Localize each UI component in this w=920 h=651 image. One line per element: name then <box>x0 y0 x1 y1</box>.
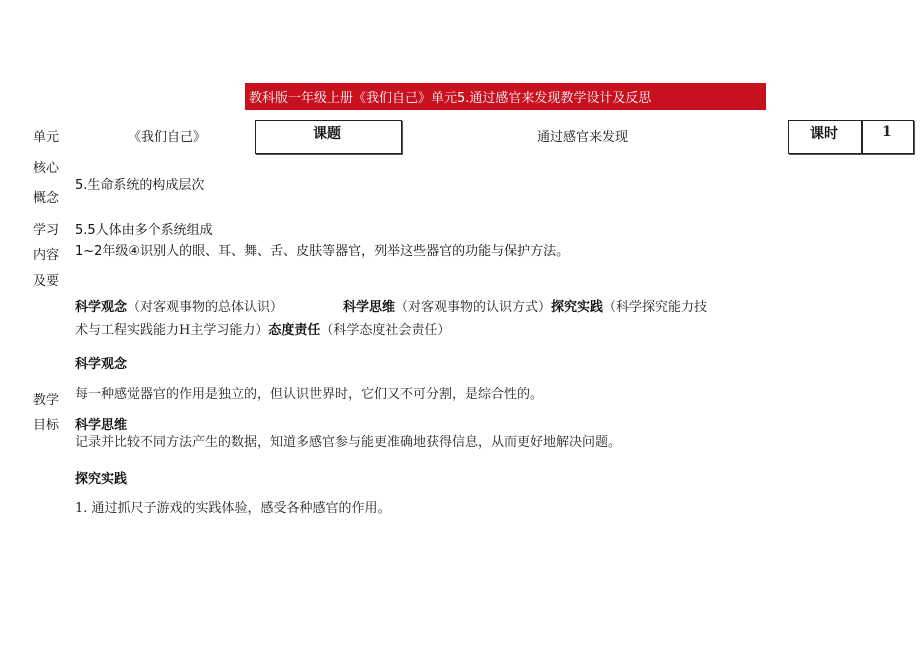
learning-content-line-2: 1~2年级④识别人的眼、耳、舞、舌、皮肤等器官，列举这些器官的功能与保护方法。 <box>75 244 570 259</box>
learning-content-label-1: 学习 <box>33 223 60 238</box>
dimension-thinking-desc: （对客观事物的认识方式） <box>395 300 552 315</box>
goal-practice-heading: 探究实践 <box>75 472 128 487</box>
teaching-goals-label-1: 教学 <box>33 393 60 408</box>
dimension-practice-title: 探究实践 <box>551 300 604 315</box>
dimensions-line-1b <box>343 296 707 315</box>
goal-concept-text: 每一种感觉器官的作用是独立的，但认识世界时，它们又不可分割，是综合性的。 <box>75 387 544 402</box>
dimension-concept-title: 科学观念 <box>75 300 128 315</box>
dimension-responsibility-desc: （科学态度社会责任） <box>320 323 451 338</box>
unit-value: 《我们自己》 <box>128 130 207 145</box>
goal-concept-heading: 科学观念 <box>75 357 128 372</box>
period-label: 课时 <box>810 126 838 142</box>
unit-label: 单元 <box>33 130 60 145</box>
topic-label: 课题 <box>313 126 341 142</box>
dimension-responsibility-title: 态度责任 <box>268 323 321 338</box>
dimension-thinking-title: 科学思维 <box>343 300 396 315</box>
dimension-line-2-part-1: 术与工程实践能力H主学习能力） <box>75 323 269 338</box>
document-title: 教科版一年级上册《我们自己》单元5.通过感官来发现教学设计及反思 <box>249 91 652 106</box>
period-value: 1 <box>882 124 892 140</box>
learning-content-label-2: 内容 <box>33 248 60 263</box>
topic-value: 通过感官来发现 <box>537 130 629 145</box>
core-concept-label-1: 核心 <box>33 161 60 176</box>
dimension-concept-desc: （对客观事物的总体认识） <box>127 300 284 315</box>
learning-content-line-1: 5.5人体由多个系统组成 <box>75 223 213 238</box>
teaching-goals-label-2: 目标 <box>33 418 60 433</box>
core-concept-label-2: 概念 <box>33 191 60 206</box>
dimensions-line-1 <box>75 296 283 315</box>
learning-content-label-3: 及要 <box>33 274 60 289</box>
dimension-practice-desc: （科学探究能力技 <box>603 300 708 315</box>
goal-practice-text: 1. 通过抓尺子游戏的实践体验，感受各种感官的作用。 <box>75 501 391 516</box>
goal-thinking-text: 记录并比较不同方法产生的数据，知道多感官参与能更准确地获得信息，从而更好地解决问题。 <box>75 435 622 450</box>
core-concept-value: 5.生命系统的构成层次 <box>75 178 205 193</box>
dimensions-line-2 <box>75 319 450 338</box>
goal-thinking-heading: 科学思维 <box>75 418 128 433</box>
